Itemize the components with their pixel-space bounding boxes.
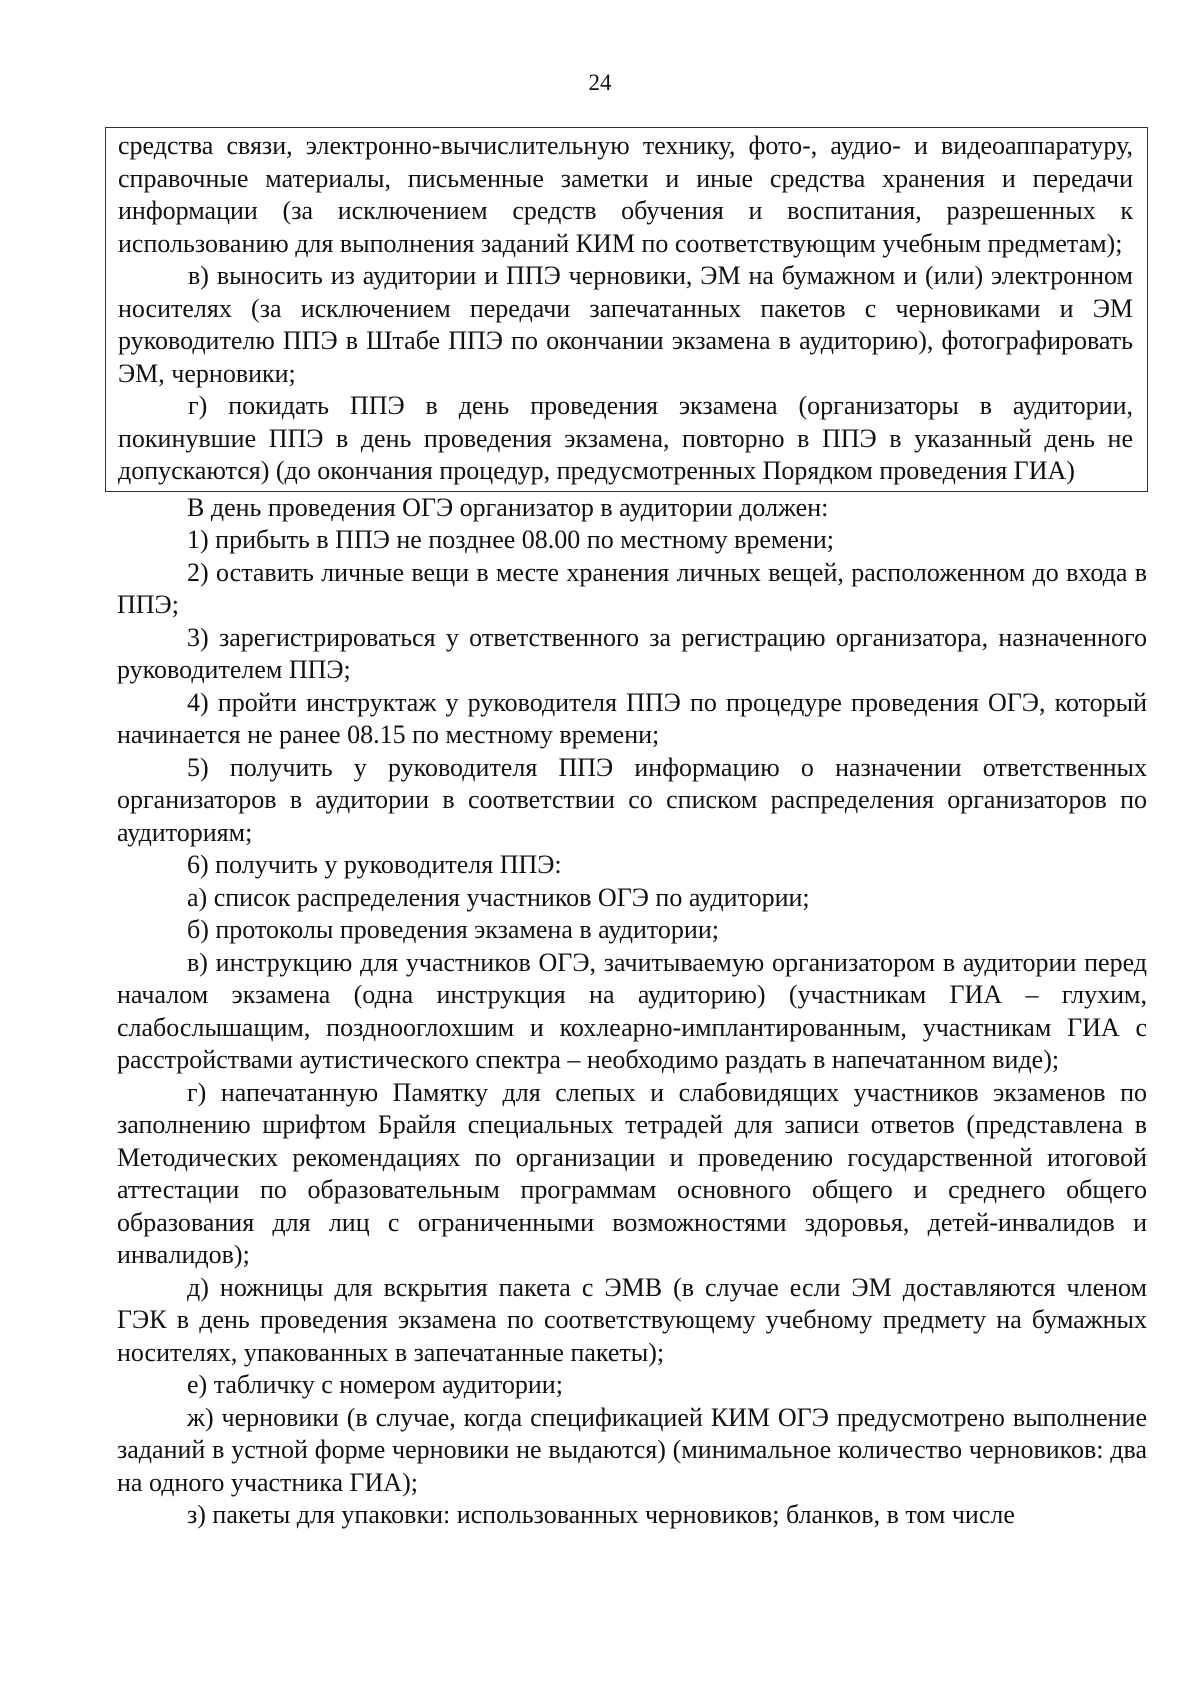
sub-list-item: д) ножницы для вскрытия пакета с ЭМВ (в случае если ЭМ доставляются членом ГЭК в день проведения экзамена по соответствующему учебному предмету на бумажных носителях, упакованных в запечатанные пакеты); (117, 1272, 1147, 1367)
sub-list-item: ж) черновики (в случае, когда спецификацией КИМ ОГЭ предусмотрено выполнение заданий в устной форме черновики не выдаются) (минимальное количество черновиков: два на одного участника ГИА); (117, 1402, 1147, 1497)
boxed-paragraph: в) выносить из аудитории и ППЭ черновики, ЭМ на бумажном и (или) электронном носителях (за исключением передачи запечатанных пакетов с черновиками и ЭМ руководителю ППЭ в Штабе ППЭ по окончании экзамена в аудиторию), фотографировать ЭМ, черновики; (118, 261, 1133, 388)
section-intro: В день проведения ОГЭ организатор в аудитории должен: (187, 492, 829, 522)
boxed-paragraph: средства связи, электронно-вычислительную технику, фото-, аудио- и видеоаппаратуру, справочные материалы, письменные заметки и иные средства хранения и передачи информации (за исключением средств обучения и воспитания, разрешенных к использованию для выполнения заданий КИМ по соответствующим учебным предметам); (118, 131, 1133, 258)
sub-list-item: г) напечатанную Памятку для слепых и слабовидящих участников экзаменов по заполнению шрифтом Брайля специальных тетрадей для записи ответов (представлена в Методических рекомендациях по организации и проведению государственной итоговой аттестации по образовательным программам основного общего и среднего общего образования для лиц с ограниченными возможностями здоровья, детей-инвалидов и инвалидов); (117, 1077, 1147, 1269)
document-body (117, 127, 1147, 1532)
boxed-paragraph: г) покидать ППЭ в день проведения экзамена (организаторы в аудитории, покинувшие ППЭ в день проведения экзамена, повторно в ППЭ в указанный день не допускаются) (до окончания процедур, предусмотренных Порядком проведения ГИА) (118, 391, 1133, 485)
sub-list-item: е) табличку с номером аудитории; (187, 1370, 563, 1399)
main-section (117, 492, 1147, 1532)
boxed-section (105, 127, 1148, 492)
list-item: 4) пройти инструктаж у руководителя ППЭ по процедуре проведения ОГЭ, который начинается не ранее 08.15 по местному времени; (117, 687, 1147, 749)
list-item: 3) зарегистрироваться у ответственного за регистрацию организатора, назначенного руководителем ППЭ; (117, 622, 1147, 684)
list-item: 6) получить у руководителя ППЭ: (187, 850, 562, 879)
sub-list-item: а) список распределения участников ОГЭ по аудитории; (187, 882, 810, 912)
list-item: 1) прибыть в ППЭ не позднее 08.00 по местному времени; (187, 525, 834, 554)
sub-list-item: в) инструкцию для участников ОГЭ, зачитываемую организатором в аудитории перед началом экзамена (одна инструкция на аудиторию) (участникам ГИА – глухим, слабослышащим, позднооглохшим и кохлеарно-имплантированным, участникам ГИА с расстройствами аутистического спектра – необходимо раздать в напечатанном виде); (117, 947, 1147, 1074)
sub-list-item: з) пакеты для упаковки: использованных черновиков; бланков, в том числе (187, 1500, 1015, 1529)
list-item: 5) получить у руководителя ППЭ информацию о назначении ответственных организаторов в аудитории в соответствии со списком распределения организаторов по аудиториям; (117, 752, 1147, 847)
sub-list-item: б) протоколы проведения экзамена в аудитории; (187, 915, 719, 944)
list-item: 2) оставить личные вещи в месте хранения личных вещей, расположенном до входа в ППЭ; (117, 557, 1147, 619)
page-number: 24 (588, 70, 612, 95)
